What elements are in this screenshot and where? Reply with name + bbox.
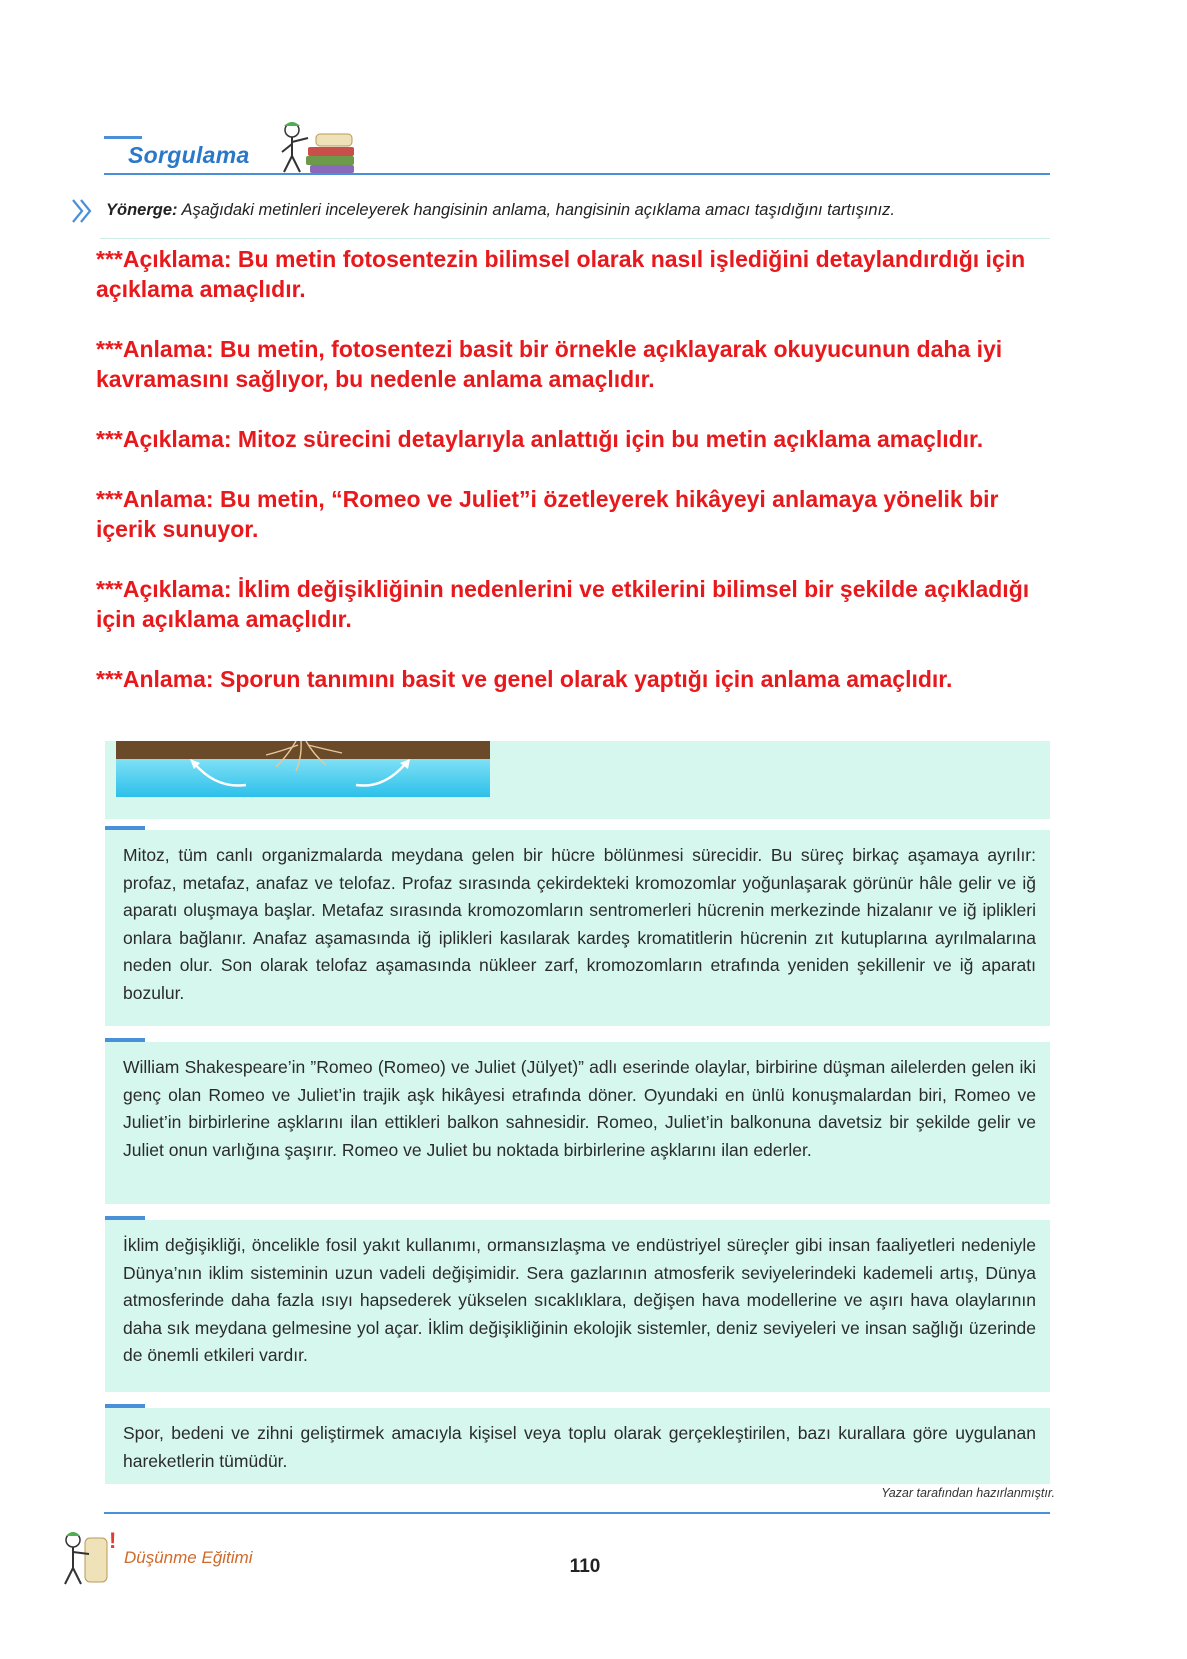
answer-item: ***Açıklama: Mitoz sürecini detaylarıyla anlattığı için bu metin açıklama amaçlıdır. xyxy=(96,426,984,452)
panel-text: Spor, bedeni ve zihni geliştirmek amacıyla kişisel veya toplu olarak gerçekleştirilen, bazı kurallara göre uygulanan hareketlerin tümüdür. xyxy=(123,1423,1036,1471)
double-chevron-right-icon xyxy=(70,197,94,225)
panel-text: İklim değişikliği, öncelikle fosil yakıt kullanımı, ormansızlaşma ve endüstriyel süreçler gibi insan faaliyetleri nedeniyle Dünya’nın iklim sisteminin uzun vadeli değişimidir. Sera gazlarının atmosferik seviyelerindeki kademeli artış, Dünya atmosferinde daha fazla ısıyı hapsederek yükselen sıcaklıklara, değişen hava modellerine ve aşırı hava olaylarının daha sık meydana gelmesine yol açar. İklim değişikliğinin ekolojik sistemler, deniz seviyeleri ve insan sağlığı üzerinde de önemli etkileri vardır. xyxy=(123,1235,1036,1365)
answers-list xyxy=(96,244,1061,724)
svg-text:!: ! xyxy=(109,1528,117,1553)
page-number: 110 xyxy=(569,1556,601,1577)
text-panel-mitoz xyxy=(105,830,1050,1026)
panel-text: William Shakespeare’in ”Romeo (Romeo) ve Juliet (Jülyet)” adlı eserinde olaylar, birbirine düşman ailelerden gelen iki genç olan Romeo ve Juliet’in trajik aşk hikâyesi etrafında döner. Oyundaki en ünlü konuşmalardan biri, Romeo ve Juliet’in birbirlerine aşklarını ilan ettikleri balkon sahnesidir. Romeo, Juliet’in balkonuna davetsiz bir şekilde gelir ve Juliet onun varlığına şaşırır. Romeo ve Juliet bu noktada birbirlerine aşklarını ilan ederler. xyxy=(123,1057,1036,1160)
divider xyxy=(100,238,1050,239)
text-panel-romeo xyxy=(105,1042,1050,1204)
text-panel-spor xyxy=(105,1408,1050,1484)
instruction-label: Yönerge: xyxy=(106,201,178,219)
answer-item: ***Anlama: Bu metin, “Romeo ve Juliet”i özetleyerek hikâyeyi anlamaya yönelik bir içerik sunuyor. xyxy=(96,486,999,542)
answer-item: ***Anlama: Bu metin, fotosentezi basit bir örnekle açıklayarak okuyucunun daha iyi kavramasını sağlıyor, bu nedenle anlama amaçlıdır. xyxy=(96,336,1003,392)
soil-roots-illustration xyxy=(116,741,490,797)
panel-text: Mitoz, tüm canlı organizmalarda meydana gelen bir hücre bölünmesi sürecidir. Bu süreç birkaç aşamaya ayrılır: profaz, metafaz, anafaz ve telofaz. Profaz sırasında çekirdekteki kromozomlar yoğunlaşarak görünür hâle gelir ve iğ aparatı oluşmaya başlar. Metafaz sırasında kromozomların sentromerleri hücrenin merkezinde hizalanır ve iğ iplikleri onlara bağlanır. Anafaz aşamasında iğ iplikleri kasılarak kardeş kromatitlerin hücrenin zıt kutuplarına ayrılmalarına neden olur. Son olarak telofaz aşamasında nükleer zarf, kromozomların etrafında yeniden şekillenir ve iğ aparatı bozulur. xyxy=(123,845,1036,1003)
header-accent-tick xyxy=(104,136,142,139)
instruction xyxy=(106,201,1066,220)
source-note: Yazar tarafından hazırlanmıştır. xyxy=(881,1486,1055,1500)
footer-rule xyxy=(104,1512,1050,1514)
text-panel-iklim xyxy=(105,1220,1050,1392)
answer-item: ***Açıklama: İklim değişikliğinin nedenlerini ve etkilerini bilimsel bir şekilde açıkladığı için açıklama amaçlıdır. xyxy=(96,576,1030,632)
instruction-text: Aşağıdaki metinleri inceleyerek hangisinin anlama, hangisinin açıklama amacı taşıdığını tartışınız. xyxy=(177,201,896,219)
answer-item: ***Açıklama: Bu metin fotosentezin bilimsel olarak nasıl işlediğini detaylandırdığı için açıklama amaçlıdır. xyxy=(96,246,1026,302)
books-reader-icon xyxy=(276,116,360,176)
footer-brand: Düşünme Eğitimi xyxy=(124,1548,253,1567)
header-rule xyxy=(104,173,1050,175)
answer-item: ***Anlama: Sporun tanımını basit ve genel olarak yaptığı için anlama amaçlıdır. xyxy=(96,666,953,692)
thinking-figure-icon xyxy=(55,1524,121,1590)
section-title: Sorgulama xyxy=(128,142,250,168)
